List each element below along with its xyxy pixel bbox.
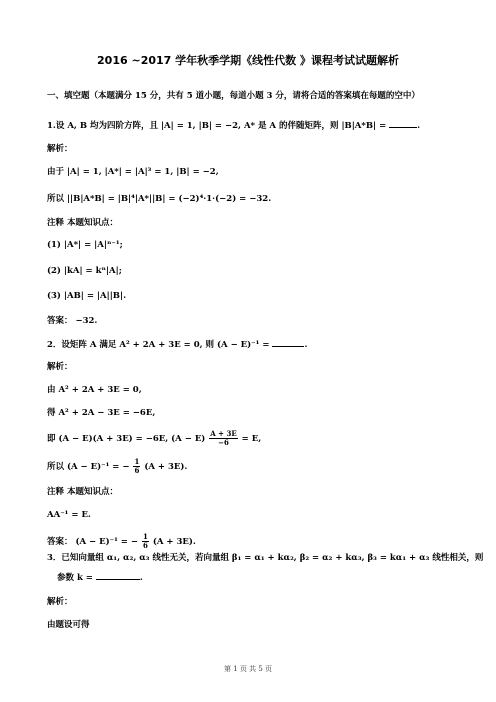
q2-line4-denominator: 6 — [134, 466, 140, 475]
q3-stem2-text: 参数 k = — [57, 573, 96, 583]
q1-answer-blank — [389, 127, 417, 128]
q3-analysis-line-1: 由题设可得 — [47, 620, 90, 630]
q2-stem-text: 2．设矩阵 A 满足 A² + 2A + 3E = 0, 则 (A − E)⁻¹ = — [47, 340, 273, 350]
q2-knowledge-1: AA⁻¹ = E. — [47, 510, 91, 520]
page-title: 2016 ~2017 学年秋季学期《线性代数 》课程考试试题解析 — [97, 54, 399, 67]
q2-stem — [47, 340, 307, 351]
q1-answer: 答案： −32. — [47, 316, 98, 326]
q3-stem: 3．已知向量组 α₁, α₂, α₃ 线性无关，若向量组 β₁ = α₁ + kα₂, β₂ = α₂ + kα₃, β₃ = kα₁ + α₃ 线性相关，则 — [47, 553, 484, 563]
q1-stem-text: 1.设 A, B 均为四阶方阵，且 |A| = 1, |B| = −2, A* 是 A 的伴随矩阵，则 |B|A*B| = — [47, 121, 390, 131]
q2-answer-blank — [272, 346, 304, 347]
q2-answer — [47, 533, 196, 550]
q2-answer-text: 答案： (A − E)⁻¹ = − — [47, 537, 138, 547]
q1-knowledge-1: (1) |A*| = |A|ⁿ⁻¹; — [47, 240, 123, 250]
q2-note-label: 注释 本题知识点： — [47, 487, 118, 497]
q1-analysis-label: 解析： — [47, 144, 73, 154]
q2-answer-numerator: 1 — [142, 532, 148, 541]
q2-line4-fraction — [133, 458, 140, 475]
q3-stem2-end: . — [139, 573, 143, 583]
q1-knowledge-3: (3) |AB| = |A||B|. — [47, 291, 127, 301]
q2-line3-tail: = E, — [241, 434, 262, 444]
section-heading: 一、填空题（本题满分 15 分，共有 5 道小题，每道小题 3 分，请将合适的答案填在每题的空中） — [47, 91, 420, 101]
q3-stem-line-2 — [57, 573, 143, 584]
q1-analysis-line-1: 由于 |A| = 1, |A*| = |A|³ = 1, |B| = −2, — [47, 167, 219, 177]
q2-line3-fraction — [209, 430, 237, 447]
q2-stem-end: . — [304, 340, 308, 350]
q2-analysis-label: 解析： — [47, 362, 73, 372]
q3-answer-blank — [96, 579, 140, 580]
q3-analysis-label: 解析： — [47, 597, 73, 607]
q2-line4-numerator: 1 — [134, 457, 140, 466]
q2-analysis-line-1: 由 A² + 2A + 3E = 0, — [47, 385, 142, 395]
q1-note-label: 注释 本题知识点： — [47, 218, 118, 228]
q2-answer-denominator: 6 — [142, 541, 148, 550]
q2-line3-numerator: A + 3E — [210, 429, 237, 438]
q2-line3-denominator: −6 — [218, 438, 229, 447]
q2-line4-text: 所以 (A − E)⁻¹ = − — [47, 462, 130, 472]
q1-analysis-line-2: 所以 ||B|A*B| = |B|⁴|A*||B| = (−2)⁴·1·(−2) = −32. — [47, 194, 272, 204]
q1-knowledge-2: (2) |kA| = kⁿ|A|; — [47, 266, 122, 276]
q2-line3-text: 即 (A − E)(A + 3E) = −6E, (A − E) — [47, 434, 206, 444]
q2-analysis-line-3 — [47, 430, 261, 447]
q2-answer-fraction — [142, 533, 149, 550]
q2-analysis-line-2: 得 A² + 2A − 3E = −6E, — [47, 408, 156, 418]
q1-stem — [47, 121, 420, 132]
q2-answer-tail: (A + 3E). — [152, 537, 196, 547]
q1-stem-end: . — [417, 121, 421, 131]
page-footer: 第 1 页 共 5 页 — [223, 665, 273, 673]
q2-line4-tail: (A + 3E). — [144, 462, 188, 472]
q2-analysis-line-4 — [47, 458, 187, 475]
